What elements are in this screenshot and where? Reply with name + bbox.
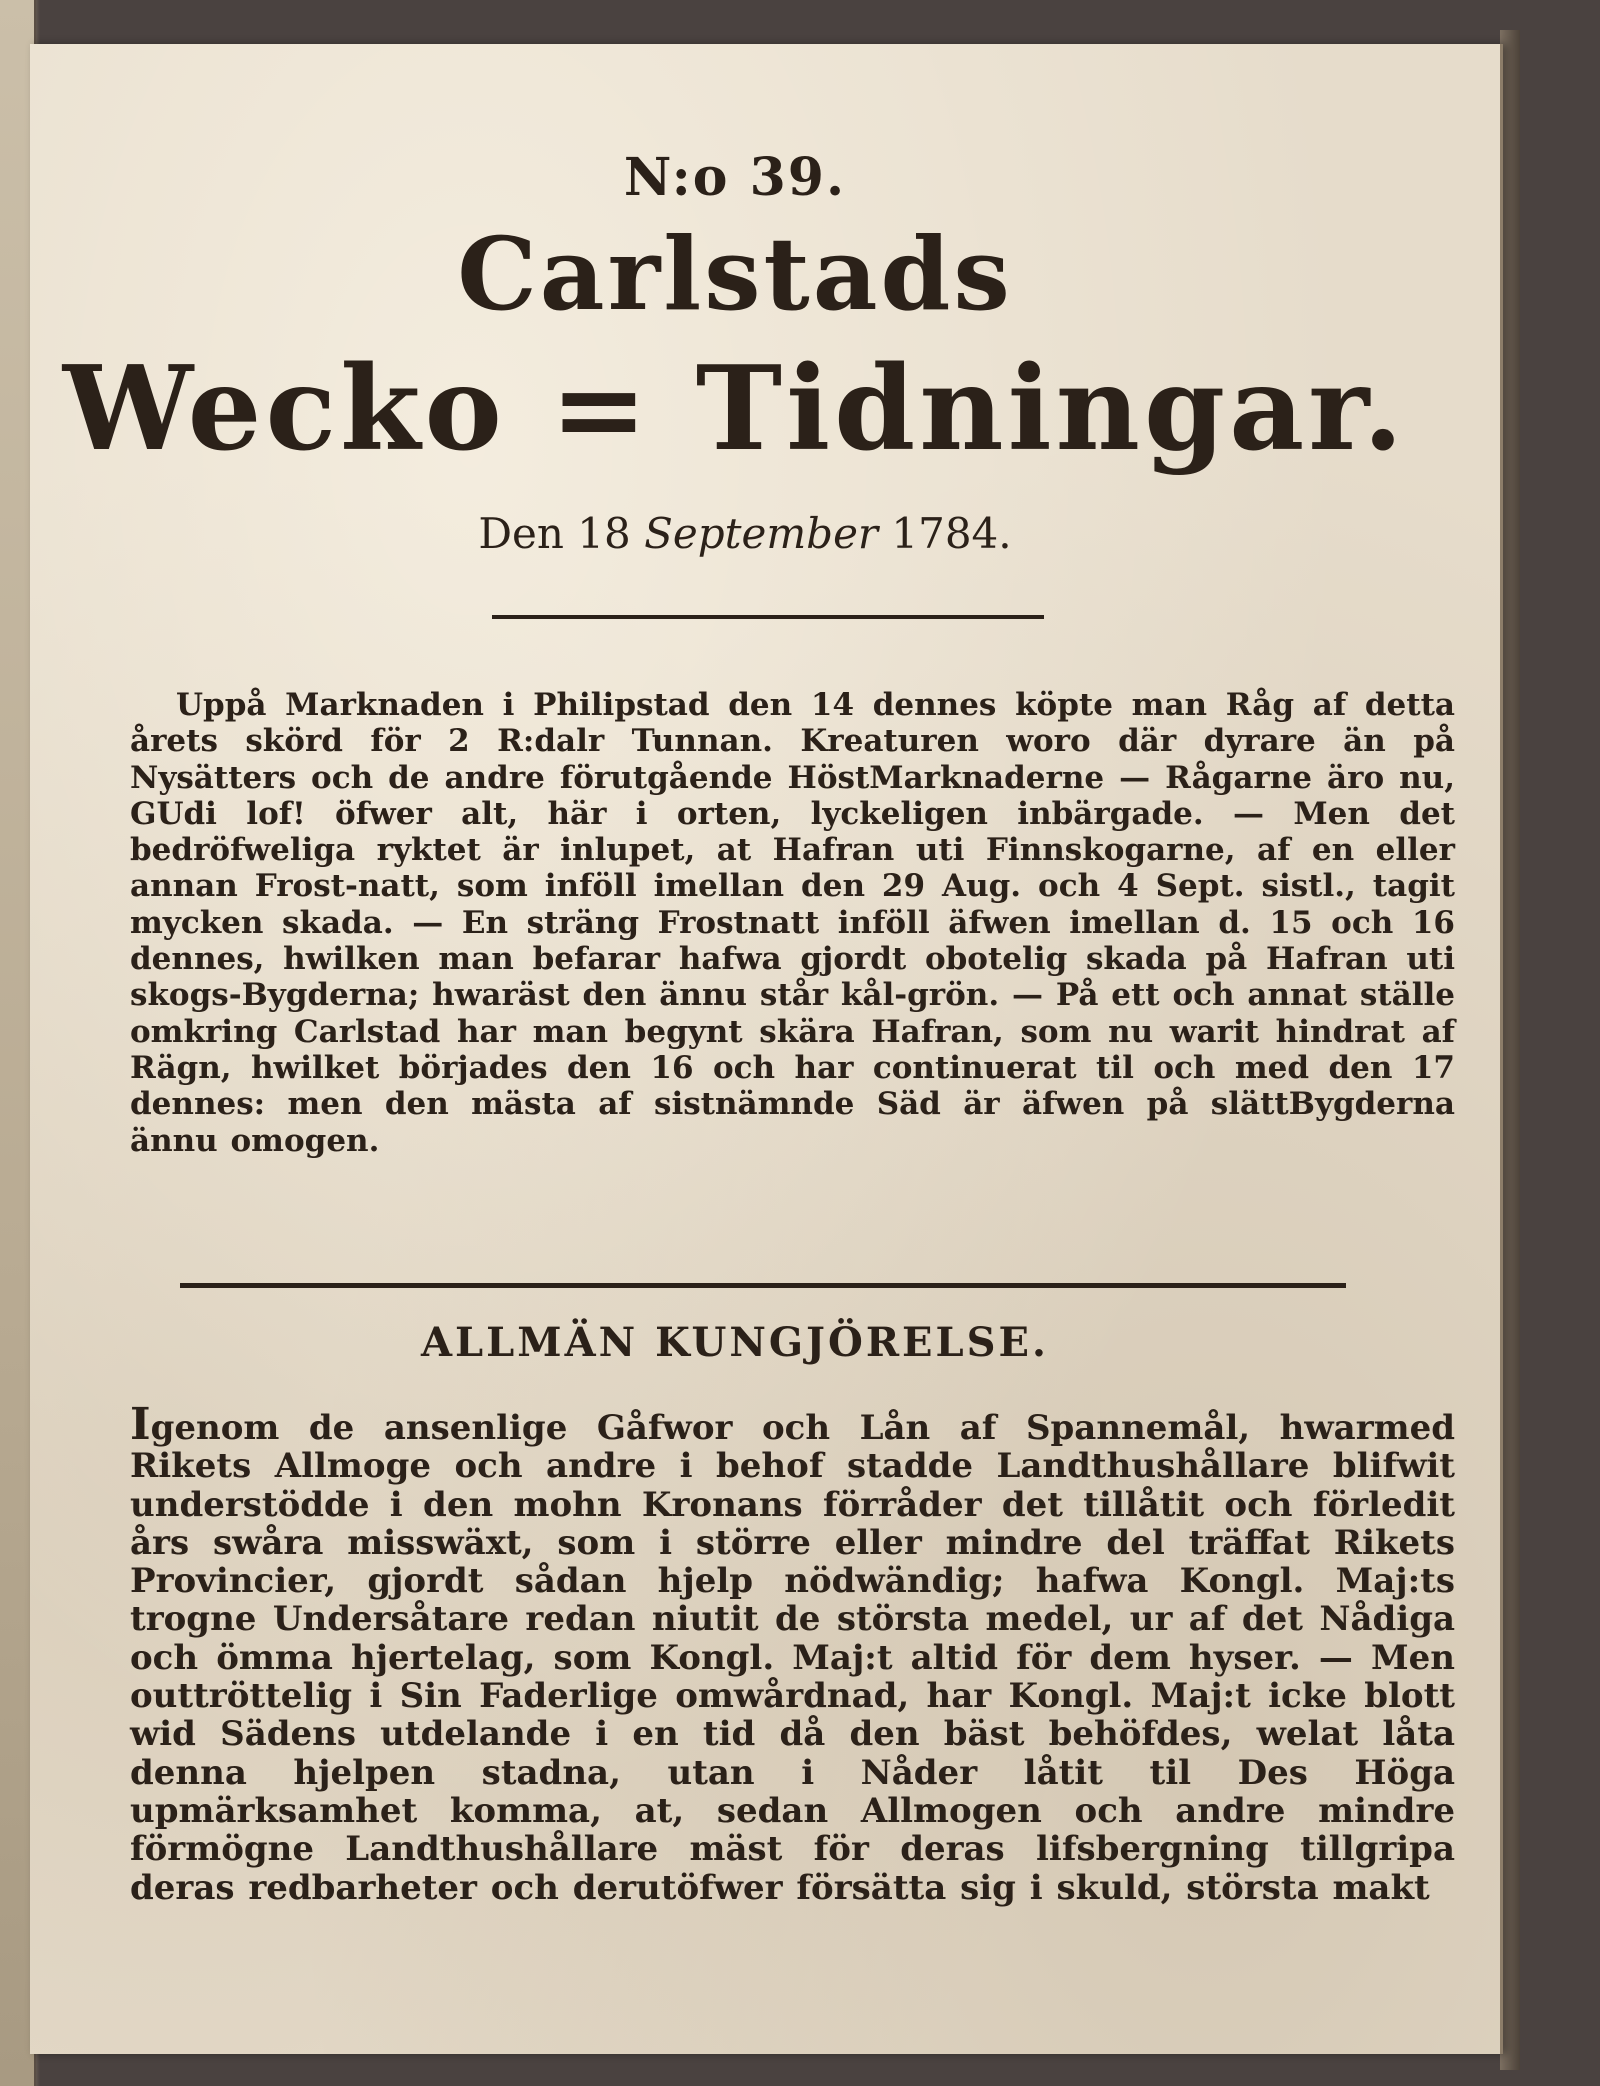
notice-body-text: genom de ansenlige Gåfwor och Lån af Spannemål, hwarmed Rikets Allmoge och andre i behof stadde Landthushållare blifwit understödde i den mohn Kronans förråder det tillåtit och förledit års swåra misswäxt, som i större eller mindre del träffat Rikets Provincier, gjordt sådan hjelp nödwändig; hafwa Kongl. Maj:ts trogne Undersåtare redan niutit de största medel, ur af det Nådiga och ömma hjertelag, som Kongl. Maj:t altid för dem hyser. — Men outtröttelig i Sin Faderlige omwårdnad, har Kongl. Maj:t icke blott wid Sädens utdelande i en tid då den bäst behöfdes, welat låta denna hjelpen stadna, utan i Nåder låtit til Des Höga upmärksamhet komma, at, sedan Allmogen och andre mindre förmögne Landthushållare mäst för deras lifsbergning tillgripa deras redbarheter och derutöfwer försätta sig i skuld, största makt — [130, 1408, 1455, 1908]
page-thickness-edge — [1500, 30, 1520, 2070]
section-divider-rule — [180, 1283, 1346, 1288]
newspaper-page — [30, 44, 1503, 2054]
dateline-prefix: Den 18 — [478, 509, 631, 558]
notice-body — [130, 1399, 1455, 1908]
masthead-title-line-1: Carlstads — [457, 215, 1013, 333]
dateline-year: 1784. — [891, 509, 1012, 558]
dateline — [10, 509, 1480, 558]
dateline-month: September — [644, 509, 879, 558]
notice-initial-letter: I — [130, 1399, 151, 1450]
masthead-title-line-2: Wecko = Tidningar. — [62, 341, 1408, 477]
top-divider-rule — [492, 615, 1044, 619]
news-article-text: Uppå Marknaden i Philipstad den 14 dennes köpte man Råg af detta årets skörd för 2 R:dalr Tunnan. Kreaturen woro där dyrare än på Nysätters och de andre förutgående HöstMarknaderne — Rågarne äro nu, GUdi lof! öfwer alt, här i orten, lyckeligen inbärgade. — Men det bedröfweliga ryktet är inlupet, at Hafran uti Finnskogarne, af en eller annan Frost-natt, som inföll imellan den 29 Aug. och 4 Sept. sistl., tagit mycken skada. — En sträng Frostnatt inföll äfwen imellan d. 15 och 16 dennes, hwilken man befarar hafwa gjordt obotelig skada på Hafran uti skogs-Bygderna; hwaräst den ännu står kål-grön. — På ett och annat ställe omkring Carlstad har man begynt skära Hafran, som nu warit hindrat af Rägn, hwilket börjades den 16 och har continuerat til och med den 17 dennes: men den mästa af sistnämnde Säd är äfwen på slättBygderna ännu omogen. — [130, 687, 1455, 1159]
issue-number: N:o 39. — [623, 147, 847, 208]
notice-heading: ALLMÄN KUNGJÖRELSE. — [421, 1319, 1049, 1366]
